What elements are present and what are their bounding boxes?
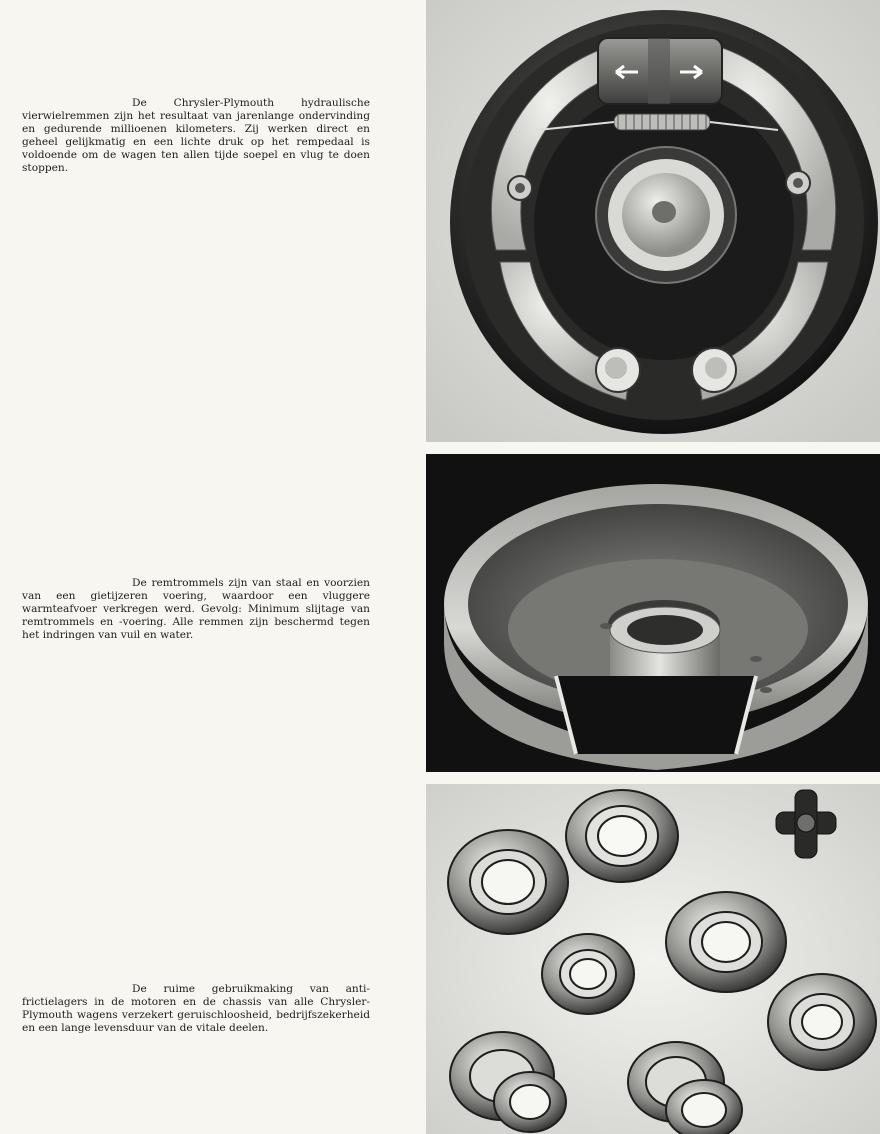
brake-assembly-photo (426, 0, 880, 442)
brake-drum-photo (426, 454, 880, 772)
bearings-photo (426, 784, 880, 1134)
brakes-paragraph: De Chrysler-Plymouth hydraulische vierwielremmen zijn het resultaat van jarenlange ondervinding en gedurende millioenen kilometers. Zij werken direct en geheel gelijkmatig en een lichte druk op het rempedaal is voldoende om de wagen ten allen tijde soepel en vlug te doen stoppen. (22, 97, 370, 174)
brake-drums-paragraph: De remtrommels zijn van staal en voorzien van een gietijzeren voering, waardoor een vluggere warmteafvoer verkregen werd. Gevolg: Minimum slijtage van remtrommels en -voering. Alle remmen zijn beschermd tegen het indringen van vuil en water. (22, 577, 370, 641)
bearings-paragraph: De ruime gebruikmaking van anti-frictielagers in de motoren en de chassis van alle Chrysler-Plymouth wagens verzekert geruischloosheid, bedrijfszekerheid en een lange levensduur van de vitale deelen. (22, 983, 370, 1034)
